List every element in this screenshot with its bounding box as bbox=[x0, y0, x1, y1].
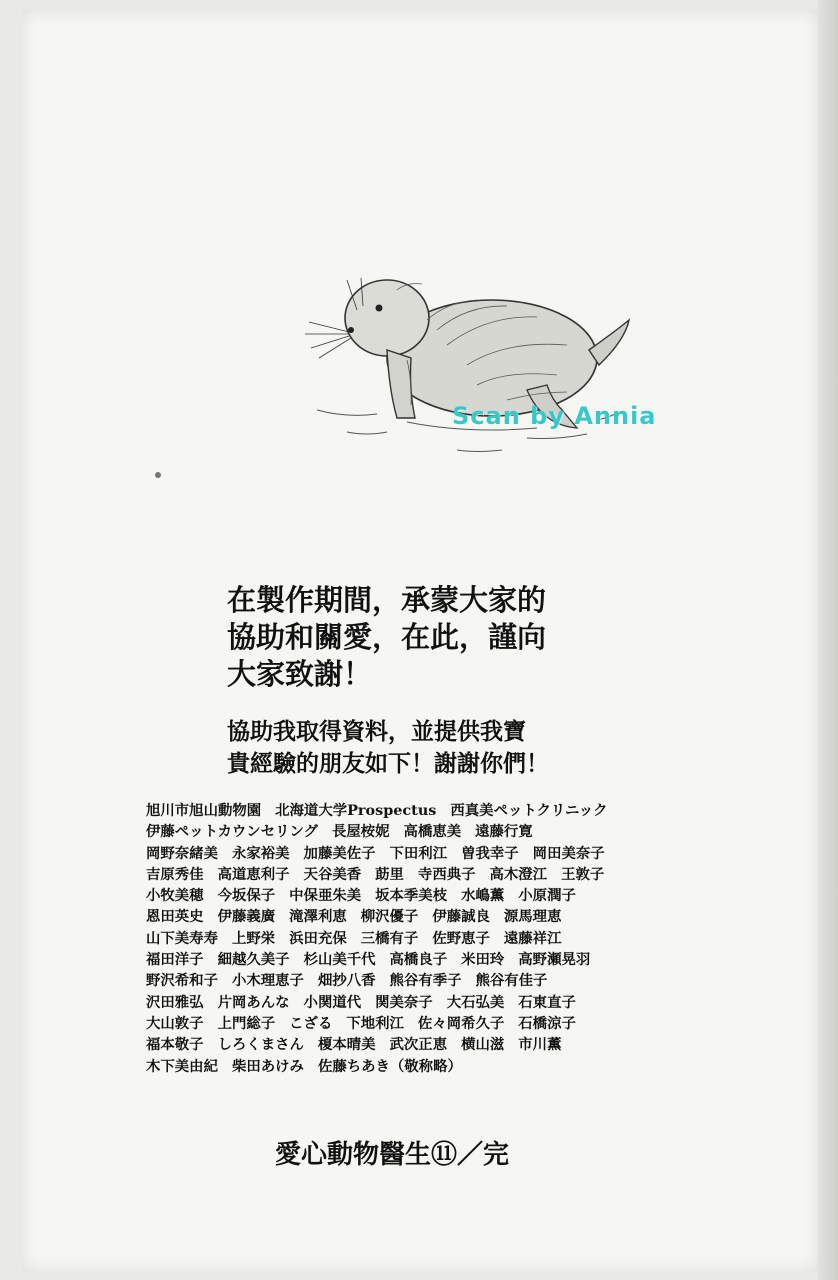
contributor-name: 杉山美千代 bbox=[303, 951, 376, 969]
thanks-message bbox=[227, 582, 647, 693]
credits-list bbox=[146, 800, 818, 1077]
contributor-name: 小牧美穂 bbox=[146, 887, 204, 905]
contributor-name: 高道恵利子 bbox=[217, 865, 290, 883]
contributors-intro bbox=[227, 716, 647, 780]
contributor-name: 関美奈子 bbox=[375, 993, 433, 1011]
contributor-name: 遠藤行寛 bbox=[475, 823, 533, 841]
credits-row bbox=[146, 970, 818, 991]
contributor-name: 木下美由紀 bbox=[146, 1057, 218, 1075]
contributor-name: 小関道代 bbox=[303, 993, 362, 1011]
contributor-name: 伊藤誠良 bbox=[432, 908, 490, 926]
thanks-line: 在製作期間，承蒙大家的 bbox=[227, 583, 547, 617]
contributor-name: 佐藤ちあき（敬称略） bbox=[317, 1057, 462, 1075]
page-edge bbox=[818, 0, 838, 1280]
contributor-name: 大石弘美 bbox=[446, 993, 505, 1011]
contributor-name: 高野瀬晃羽 bbox=[518, 951, 591, 969]
contributor-name: 今坂保子 bbox=[217, 887, 276, 905]
contributor-name: 市川薫 bbox=[518, 1036, 562, 1054]
contributor-name: 岡田美奈子 bbox=[532, 844, 605, 862]
contributor-name: 旭川市旭山動物園 bbox=[146, 802, 262, 819]
contributor-name: 曽我幸子 bbox=[461, 844, 519, 862]
scan-watermark: Scan by Annia bbox=[452, 402, 657, 430]
contributor-name: 源馬理恵 bbox=[503, 908, 562, 926]
contributor-name: 佐野恵子 bbox=[432, 929, 490, 947]
contributor-name: 福本敬子 bbox=[146, 1036, 204, 1054]
contributor-name: 高橋良子 bbox=[389, 951, 448, 969]
intro-line: 協助我取得資料，並提供我寶 bbox=[227, 719, 526, 745]
contributor-name: 山下美寿寿 bbox=[146, 929, 218, 947]
contributor-name: 熊谷有佳子 bbox=[475, 972, 548, 990]
contributor-name: 莇里 bbox=[375, 865, 404, 883]
contributor-name: 王敦子 bbox=[561, 865, 605, 883]
contributor-name: 伊藤ペットカウンセリング bbox=[146, 823, 318, 841]
credits-row bbox=[146, 821, 818, 842]
contributor-name: 福田洋子 bbox=[146, 951, 204, 969]
contributor-name: 坂本季美枝 bbox=[375, 887, 448, 905]
contributor-name: 熊谷有季子 bbox=[389, 972, 462, 990]
contributor-name: こざる bbox=[289, 1014, 333, 1032]
credits-row bbox=[146, 843, 818, 864]
contributor-name: 滝澤利恵 bbox=[289, 908, 347, 926]
book-page bbox=[22, 10, 818, 1272]
thanks-line: 大家致謝！ bbox=[227, 657, 373, 691]
contributor-name: 永家裕美 bbox=[231, 844, 290, 862]
contributor-name: 上門総子 bbox=[217, 1014, 276, 1032]
contributor-name: 加藤美佐子 bbox=[303, 844, 376, 862]
contributor-name: 高橋恵美 bbox=[403, 823, 462, 841]
contributor-name: 小木理恵子 bbox=[231, 972, 304, 990]
contributor-name: 遠藤祥江 bbox=[503, 929, 562, 947]
intro-line: 貴經驗的朋友如下！謝謝你們！ bbox=[227, 751, 549, 777]
credits-row bbox=[146, 1056, 818, 1077]
contributor-name: 横山滋 bbox=[461, 1036, 505, 1054]
page-speck bbox=[155, 472, 161, 478]
credits-row bbox=[146, 928, 818, 949]
contributor-name: 浜田充保 bbox=[289, 929, 347, 947]
contributor-name: 恩田英史 bbox=[146, 908, 204, 926]
contributor-name: 水嶋薫 bbox=[461, 887, 505, 905]
prairie-dog-illustration bbox=[277, 250, 657, 490]
contributor-name: 上野栄 bbox=[231, 929, 276, 947]
contributor-name: 野沢希和子 bbox=[146, 972, 218, 990]
thanks-line: 協助和關愛，在此，謹向 bbox=[227, 620, 547, 654]
contributor-name: 三橋有子 bbox=[360, 929, 419, 947]
contributor-name: 小原潤子 bbox=[518, 887, 576, 905]
credits-row bbox=[146, 949, 818, 970]
contributor-name: 天谷美香 bbox=[303, 865, 362, 883]
contributor-name: 西真美ペットクリニック bbox=[450, 802, 608, 819]
contributor-name: 下田利江 bbox=[389, 844, 448, 862]
contributor-name: 片岡あんな bbox=[217, 993, 290, 1011]
contributor-name: 岡野奈緒美 bbox=[146, 844, 218, 862]
contributor-name: 佐々岡希久子 bbox=[417, 1014, 505, 1032]
contributor-name: 吉原秀佳 bbox=[146, 865, 204, 883]
contributor-name: 柴田あけみ bbox=[231, 1057, 304, 1075]
credits-row bbox=[146, 1034, 818, 1055]
credits-row bbox=[146, 906, 818, 927]
contributor-name: しろくまさん bbox=[217, 1036, 304, 1054]
contributor-name: 武次正恵 bbox=[389, 1036, 448, 1054]
contributor-name: 柳沢優子 bbox=[360, 908, 419, 926]
credits-row bbox=[146, 800, 818, 821]
contributor-name: 中保亜朱美 bbox=[289, 887, 362, 905]
credits-row bbox=[146, 885, 818, 906]
contributor-name: 寺西典子 bbox=[417, 865, 476, 883]
contributor-name: 畑抄八香 bbox=[317, 972, 376, 990]
contributor-name: 米田玲 bbox=[461, 951, 505, 969]
credits-row bbox=[146, 992, 818, 1013]
contributor-name: 石橋涼子 bbox=[518, 1014, 576, 1032]
contributor-name: 下地利江 bbox=[346, 1014, 404, 1032]
contributor-name: 細越久美子 bbox=[217, 951, 290, 969]
volume-end-title: 愛心動物醫生⑪／完 bbox=[275, 1140, 510, 1170]
contributor-name: 榎本晴美 bbox=[317, 1036, 376, 1054]
contributor-name: 伊藤義廣 bbox=[217, 908, 276, 926]
credits-row bbox=[146, 1013, 818, 1034]
contributor-name: 大山敦子 bbox=[146, 1014, 204, 1032]
contributor-name: 沢田雅弘 bbox=[146, 993, 204, 1011]
credits-row bbox=[146, 864, 818, 885]
contributor-name: 高木澄江 bbox=[489, 865, 548, 883]
contributor-name: 石東直子 bbox=[518, 993, 576, 1011]
contributor-name: 北海道大学Prospectus bbox=[275, 802, 437, 819]
contributor-name: 長屋桉妮 bbox=[331, 823, 390, 841]
